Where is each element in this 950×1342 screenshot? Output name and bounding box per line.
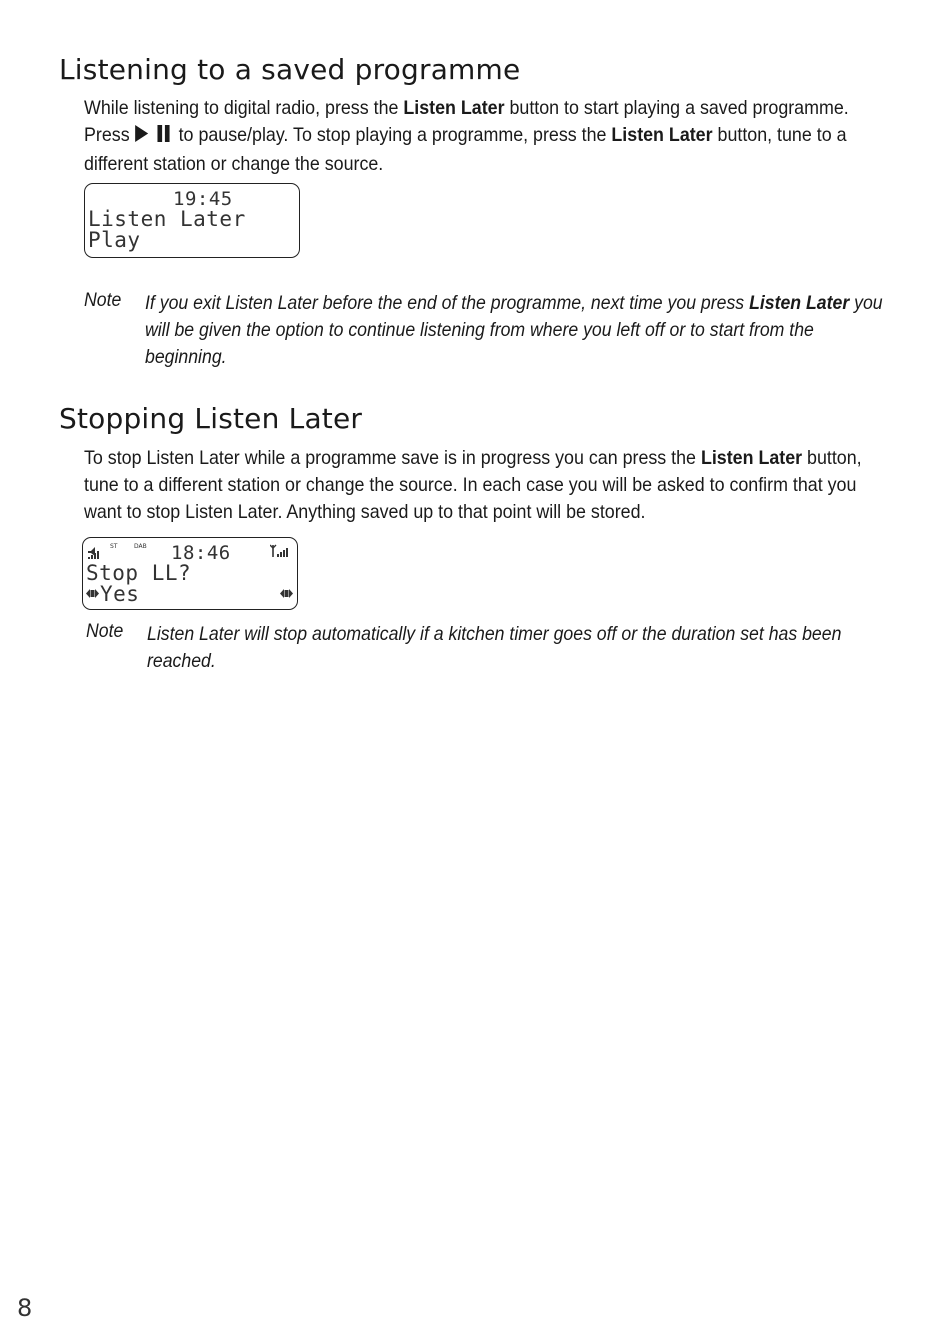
section-heading-saved-programme: Listening to a saved programme: [59, 53, 521, 86]
signal-strength-icon: [270, 544, 290, 563]
play-pause-icon: [135, 124, 174, 151]
stereo-indicator: ST: [110, 543, 118, 550]
lcd-time: 18:46: [171, 542, 231, 564]
left-right-arrow-icon: [280, 587, 293, 605]
section-heading-stopping-listen-later: Stopping Listen Later: [59, 402, 363, 435]
lcd-line-2: Play: [88, 228, 141, 252]
lcd-line-1: Listen Later: [88, 207, 246, 231]
lcd-display-listen-later-play: [84, 183, 300, 258]
lcd-line-2: Yes: [100, 582, 140, 606]
note-label: Note: [86, 621, 124, 642]
dab-indicator: DAB: [134, 543, 147, 550]
note-label: Note: [84, 290, 122, 311]
listen-later-term: Listen Later: [403, 98, 505, 119]
saved-programme-paragraph: While listening to digital radio, press the Listen Later button to start playing a saved programme. Press to pause/play. To stop playing a programme, press the Listen Later button, tune to a different station or change the source.: [84, 98, 849, 175]
stopping-paragraph: To stop Listen Later while a programme save is in progress you can press the Listen Later button, tune to a different station or change the source. In each case you will be asked to confirm that you want to stop Listen Later. Anything saved up to that point will be stored.: [84, 448, 862, 523]
lcd-line-1: Stop LL?: [86, 561, 192, 585]
listen-later-term: Listen Later: [749, 293, 850, 314]
page-number: 8: [17, 1294, 33, 1322]
note-text: If you exit Listen Later before the end of the programme, next time you press Listen Later you will be given the option to continue listening from where you left off or to start from the beginning.: [145, 293, 883, 368]
left-right-arrow-icon: [86, 587, 99, 605]
listen-later-term: Listen Later: [700, 448, 803, 469]
note-text: Listen Later will stop automatically if a kitchen timer goes off or the duration set has been reached.: [147, 624, 842, 672]
lcd-display-stop-ll: [82, 537, 298, 610]
listen-later-term: Listen Later: [611, 125, 713, 146]
lcd-time: 19:45: [173, 188, 233, 210]
